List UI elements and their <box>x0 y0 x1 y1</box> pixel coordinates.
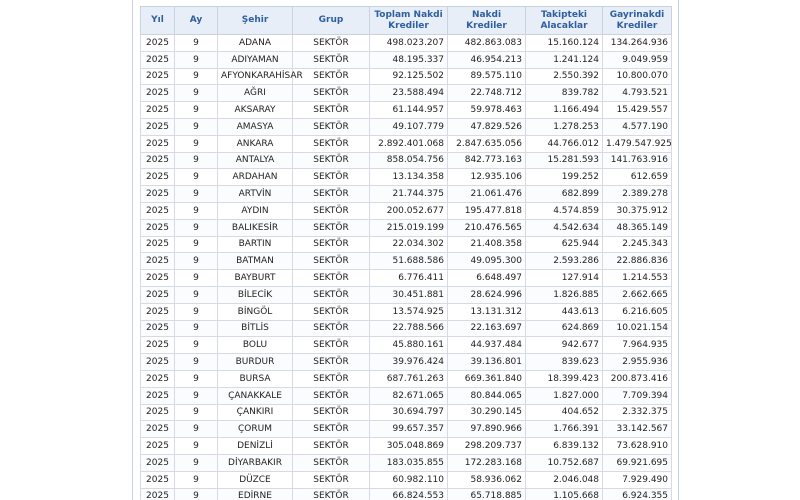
cell-nakdi: 482.863.083 <box>448 35 526 52</box>
cell-gayrinakdi: 612.659 <box>603 169 672 186</box>
cell-nakdi: 47.829.526 <box>448 118 526 135</box>
cell-ay: 9 <box>175 488 218 500</box>
cell-sehir: AMASYA <box>218 118 293 135</box>
cell-toplam-nakdi: 22.788.566 <box>370 320 448 337</box>
cell-sehir: ADANA <box>218 35 293 52</box>
cell-ay: 9 <box>175 337 218 354</box>
cell-gayrinakdi: 1.214.553 <box>603 270 672 287</box>
cell-gayrinakdi: 30.375.912 <box>603 202 672 219</box>
cell-gayrinakdi: 15.429.557 <box>603 102 672 119</box>
cell-takipteki: 624.869 <box>526 320 603 337</box>
cell-gayrinakdi: 2.955.936 <box>603 354 672 371</box>
cell-yil: 2025 <box>141 421 175 438</box>
cell-nakdi: 97.890.966 <box>448 421 526 438</box>
header-ay[interactable]: Ay <box>175 7 218 35</box>
table-row <box>141 102 672 119</box>
cell-toplam-nakdi: 51.688.586 <box>370 253 448 270</box>
header-gayrinakdi-krediler[interactable]: Gayrinakdi Krediler <box>603 7 672 35</box>
cell-sehir: ÇORUM <box>218 421 293 438</box>
cell-yil: 2025 <box>141 320 175 337</box>
table-row <box>141 118 672 135</box>
table-body <box>141 35 672 500</box>
cell-gayrinakdi: 6.924.355 <box>603 488 672 500</box>
cell-yil: 2025 <box>141 370 175 387</box>
cell-nakdi: 210.476.565 <box>448 219 526 236</box>
cell-takipteki: 6.839.132 <box>526 438 603 455</box>
cell-sehir: EDİRNE <box>218 488 293 500</box>
table-row <box>141 35 672 52</box>
cell-sehir: BATMAN <box>218 253 293 270</box>
table-row <box>141 471 672 488</box>
cell-sehir: BALIKESİR <box>218 219 293 236</box>
table-row <box>141 219 672 236</box>
cell-yil: 2025 <box>141 118 175 135</box>
cell-sehir: ADIYAMAN <box>218 51 293 68</box>
cell-sehir: DÜZCE <box>218 471 293 488</box>
cell-toplam-nakdi: 22.034.302 <box>370 236 448 253</box>
cell-sehir: BAYBURT <box>218 270 293 287</box>
cell-ay: 9 <box>175 51 218 68</box>
cell-grup: SEKTÖR <box>293 219 370 236</box>
cell-grup: SEKTÖR <box>293 404 370 421</box>
cell-nakdi: 59.978.463 <box>448 102 526 119</box>
table-row <box>141 454 672 471</box>
cell-yil: 2025 <box>141 236 175 253</box>
cell-yil: 2025 <box>141 270 175 287</box>
cell-nakdi: 89.575.110 <box>448 68 526 85</box>
cell-yil: 2025 <box>141 303 175 320</box>
cell-nakdi: 44.937.484 <box>448 337 526 354</box>
cell-takipteki: 443.613 <box>526 303 603 320</box>
cell-gayrinakdi: 1.479.547.925 <box>603 135 672 152</box>
cell-toplam-nakdi: 200.052.677 <box>370 202 448 219</box>
cell-yil: 2025 <box>141 387 175 404</box>
cell-ay: 9 <box>175 370 218 387</box>
cell-grup: SEKTÖR <box>293 236 370 253</box>
cell-ay: 9 <box>175 236 218 253</box>
cell-toplam-nakdi: 39.976.424 <box>370 354 448 371</box>
cell-gayrinakdi: 4.577.190 <box>603 118 672 135</box>
credit-table <box>140 6 672 500</box>
cell-gayrinakdi: 2.332.375 <box>603 404 672 421</box>
cell-yil: 2025 <box>141 471 175 488</box>
cell-toplam-nakdi: 305.048.869 <box>370 438 448 455</box>
cell-ay: 9 <box>175 454 218 471</box>
cell-sehir: AKSARAY <box>218 102 293 119</box>
cell-takipteki: 44.766.012 <box>526 135 603 152</box>
cell-grup: SEKTÖR <box>293 253 370 270</box>
table-row <box>141 85 672 102</box>
cell-sehir: BİLECİK <box>218 286 293 303</box>
cell-yil: 2025 <box>141 286 175 303</box>
cell-yil: 2025 <box>141 135 175 152</box>
cell-grup: SEKTÖR <box>293 320 370 337</box>
table-row <box>141 438 672 455</box>
cell-ay: 9 <box>175 471 218 488</box>
cell-takipteki: 839.782 <box>526 85 603 102</box>
cell-sehir: BİTLİS <box>218 320 293 337</box>
cell-grup: SEKTÖR <box>293 68 370 85</box>
cell-yil: 2025 <box>141 169 175 186</box>
cell-nakdi: 842.773.163 <box>448 152 526 169</box>
table-row <box>141 286 672 303</box>
cell-sehir: BOLU <box>218 337 293 354</box>
cell-gayrinakdi: 7.929.490 <box>603 471 672 488</box>
cell-yil: 2025 <box>141 186 175 203</box>
cell-toplam-nakdi: 30.451.881 <box>370 286 448 303</box>
cell-grup: SEKTÖR <box>293 270 370 287</box>
cell-takipteki: 1.241.124 <box>526 51 603 68</box>
cell-sehir: AYDIN <box>218 202 293 219</box>
table-row <box>141 337 672 354</box>
cell-grup: SEKTÖR <box>293 438 370 455</box>
table-row <box>141 169 672 186</box>
cell-toplam-nakdi: 23.588.494 <box>370 85 448 102</box>
cell-yil: 2025 <box>141 102 175 119</box>
cell-yil: 2025 <box>141 404 175 421</box>
cell-nakdi: 21.408.358 <box>448 236 526 253</box>
cell-grup: SEKTÖR <box>293 454 370 471</box>
cell-nakdi: 39.136.801 <box>448 354 526 371</box>
table-row <box>141 370 672 387</box>
cell-grup: SEKTÖR <box>293 169 370 186</box>
report-panel <box>132 0 679 500</box>
cell-grup: SEKTÖR <box>293 354 370 371</box>
cell-yil: 2025 <box>141 152 175 169</box>
cell-takipteki: 18.399.423 <box>526 370 603 387</box>
cell-yil: 2025 <box>141 488 175 500</box>
cell-takipteki: 625.944 <box>526 236 603 253</box>
cell-grup: SEKTÖR <box>293 488 370 500</box>
cell-ay: 9 <box>175 219 218 236</box>
cell-toplam-nakdi: 48.195.337 <box>370 51 448 68</box>
cell-sehir: ANKARA <box>218 135 293 152</box>
cell-nakdi: 22.163.697 <box>448 320 526 337</box>
table-row <box>141 68 672 85</box>
cell-takipteki: 404.652 <box>526 404 603 421</box>
cell-sehir: ÇANKIRI <box>218 404 293 421</box>
cell-yil: 2025 <box>141 354 175 371</box>
table-row <box>141 421 672 438</box>
cell-takipteki: 4.574.859 <box>526 202 603 219</box>
cell-nakdi: 2.847.635.056 <box>448 135 526 152</box>
cell-toplam-nakdi: 2.892.401.068 <box>370 135 448 152</box>
cell-yil: 2025 <box>141 202 175 219</box>
cell-toplam-nakdi: 687.761.263 <box>370 370 448 387</box>
table-row <box>141 202 672 219</box>
cell-toplam-nakdi: 82.671.065 <box>370 387 448 404</box>
cell-gayrinakdi: 134.264.936 <box>603 35 672 52</box>
cell-gayrinakdi: 9.049.959 <box>603 51 672 68</box>
cell-yil: 2025 <box>141 454 175 471</box>
table-row <box>141 152 672 169</box>
cell-takipteki: 15.281.593 <box>526 152 603 169</box>
cell-ay: 9 <box>175 438 218 455</box>
header-sehir[interactable]: Şehir <box>218 7 293 35</box>
cell-sehir: DİYARBAKIR <box>218 454 293 471</box>
cell-sehir: BARTIN <box>218 236 293 253</box>
cell-nakdi: 49.095.300 <box>448 253 526 270</box>
cell-toplam-nakdi: 99.657.357 <box>370 421 448 438</box>
cell-sehir: AFYONKARAHİSAR <box>218 68 293 85</box>
cell-gayrinakdi: 22.886.836 <box>603 253 672 270</box>
cell-nakdi: 13.131.312 <box>448 303 526 320</box>
cell-yil: 2025 <box>141 51 175 68</box>
cell-grup: SEKTÖR <box>293 186 370 203</box>
cell-sehir: AĞRI <box>218 85 293 102</box>
cell-sehir: ÇANAKKALE <box>218 387 293 404</box>
cell-ay: 9 <box>175 202 218 219</box>
cell-nakdi: 12.935.106 <box>448 169 526 186</box>
table-row <box>141 303 672 320</box>
cell-grup: SEKTÖR <box>293 303 370 320</box>
cell-nakdi: 46.954.213 <box>448 51 526 68</box>
cell-grup: SEKTÖR <box>293 421 370 438</box>
cell-takipteki: 199.252 <box>526 169 603 186</box>
cell-ay: 9 <box>175 303 218 320</box>
cell-toplam-nakdi: 13.134.358 <box>370 169 448 186</box>
cell-grup: SEKTÖR <box>293 152 370 169</box>
cell-nakdi: 58.936.062 <box>448 471 526 488</box>
cell-toplam-nakdi: 498.023.207 <box>370 35 448 52</box>
cell-gayrinakdi: 73.628.910 <box>603 438 672 455</box>
cell-sehir: DENİZLİ <box>218 438 293 455</box>
cell-nakdi: 65.718.885 <box>448 488 526 500</box>
cell-takipteki: 839.623 <box>526 354 603 371</box>
header-yil[interactable]: Yıl <box>141 7 175 35</box>
cell-ay: 9 <box>175 118 218 135</box>
cell-grup: SEKTÖR <box>293 118 370 135</box>
cell-grup: SEKTÖR <box>293 135 370 152</box>
table-row <box>141 320 672 337</box>
cell-nakdi: 30.290.145 <box>448 404 526 421</box>
cell-toplam-nakdi: 60.982.110 <box>370 471 448 488</box>
table-row <box>141 51 672 68</box>
cell-gayrinakdi: 2.662.665 <box>603 286 672 303</box>
table-row <box>141 270 672 287</box>
cell-gayrinakdi: 69.921.695 <box>603 454 672 471</box>
cell-gayrinakdi: 10.021.154 <box>603 320 672 337</box>
cell-takipteki: 127.914 <box>526 270 603 287</box>
cell-ay: 9 <box>175 169 218 186</box>
cell-toplam-nakdi: 92.125.502 <box>370 68 448 85</box>
table-row <box>141 354 672 371</box>
cell-yil: 2025 <box>141 438 175 455</box>
cell-grup: SEKTÖR <box>293 286 370 303</box>
cell-gayrinakdi: 7.709.394 <box>603 387 672 404</box>
cell-takipteki: 2.046.048 <box>526 471 603 488</box>
cell-takipteki: 682.899 <box>526 186 603 203</box>
cell-ay: 9 <box>175 102 218 119</box>
cell-nakdi: 22.748.712 <box>448 85 526 102</box>
cell-nakdi: 6.648.497 <box>448 270 526 287</box>
header-nakdi-krediler[interactable]: Nakdi Krediler <box>448 7 526 35</box>
cell-ay: 9 <box>175 354 218 371</box>
cell-toplam-nakdi: 66.824.553 <box>370 488 448 500</box>
cell-gayrinakdi: 141.763.916 <box>603 152 672 169</box>
cell-ay: 9 <box>175 68 218 85</box>
cell-sehir: ANTALYA <box>218 152 293 169</box>
cell-nakdi: 298.209.737 <box>448 438 526 455</box>
cell-nakdi: 80.844.065 <box>448 387 526 404</box>
cell-ay: 9 <box>175 135 218 152</box>
cell-yil: 2025 <box>141 35 175 52</box>
cell-grup: SEKTÖR <box>293 370 370 387</box>
cell-yil: 2025 <box>141 219 175 236</box>
cell-grup: SEKTÖR <box>293 202 370 219</box>
cell-gayrinakdi: 10.800.070 <box>603 68 672 85</box>
cell-grup: SEKTÖR <box>293 85 370 102</box>
cell-yil: 2025 <box>141 85 175 102</box>
cell-takipteki: 1.105.668 <box>526 488 603 500</box>
cell-takipteki: 1.826.885 <box>526 286 603 303</box>
cell-takipteki: 2.550.392 <box>526 68 603 85</box>
cell-ay: 9 <box>175 387 218 404</box>
cell-nakdi: 21.061.476 <box>448 186 526 203</box>
cell-takipteki: 1.166.494 <box>526 102 603 119</box>
table-row <box>141 186 672 203</box>
cell-grup: SEKTÖR <box>293 35 370 52</box>
cell-grup: SEKTÖR <box>293 337 370 354</box>
cell-ay: 9 <box>175 35 218 52</box>
cell-takipteki: 1.278.253 <box>526 118 603 135</box>
cell-grup: SEKTÖR <box>293 471 370 488</box>
cell-takipteki: 15.160.124 <box>526 35 603 52</box>
cell-ay: 9 <box>175 186 218 203</box>
cell-toplam-nakdi: 21.744.375 <box>370 186 448 203</box>
table-row <box>141 236 672 253</box>
cell-nakdi: 669.361.840 <box>448 370 526 387</box>
cell-gayrinakdi: 2.389.278 <box>603 186 672 203</box>
cell-grup: SEKTÖR <box>293 387 370 404</box>
cell-ay: 9 <box>175 152 218 169</box>
cell-ay: 9 <box>175 253 218 270</box>
cell-gayrinakdi: 48.365.149 <box>603 219 672 236</box>
cell-gayrinakdi: 6.216.605 <box>603 303 672 320</box>
cell-toplam-nakdi: 13.574.925 <box>370 303 448 320</box>
cell-sehir: BURDUR <box>218 354 293 371</box>
cell-sehir: ARDAHAN <box>218 169 293 186</box>
cell-nakdi: 28.624.996 <box>448 286 526 303</box>
cell-takipteki: 2.593.286 <box>526 253 603 270</box>
cell-toplam-nakdi: 49.107.779 <box>370 118 448 135</box>
cell-ay: 9 <box>175 85 218 102</box>
cell-toplam-nakdi: 30.694.797 <box>370 404 448 421</box>
cell-ay: 9 <box>175 286 218 303</box>
cell-ay: 9 <box>175 404 218 421</box>
cell-toplam-nakdi: 215.019.199 <box>370 219 448 236</box>
cell-gayrinakdi: 200.873.416 <box>603 370 672 387</box>
cell-sehir: BURSA <box>218 370 293 387</box>
cell-ay: 9 <box>175 320 218 337</box>
cell-takipteki: 1.766.391 <box>526 421 603 438</box>
cell-takipteki: 1.827.000 <box>526 387 603 404</box>
cell-toplam-nakdi: 61.144.957 <box>370 102 448 119</box>
header-grup[interactable]: Grup <box>293 7 370 35</box>
cell-gayrinakdi: 2.245.343 <box>603 236 672 253</box>
cell-takipteki: 942.677 <box>526 337 603 354</box>
cell-takipteki: 10.752.687 <box>526 454 603 471</box>
cell-nakdi: 195.477.818 <box>448 202 526 219</box>
cell-grup: SEKTÖR <box>293 102 370 119</box>
header-takipteki-alacaklar[interactable]: Takipteki Alacaklar <box>526 7 603 35</box>
table-row <box>141 135 672 152</box>
cell-toplam-nakdi: 6.776.411 <box>370 270 448 287</box>
header-toplam-nakdi-krediler[interactable]: Toplam Nakdi Krediler <box>370 7 448 35</box>
cell-yil: 2025 <box>141 68 175 85</box>
cell-yil: 2025 <box>141 253 175 270</box>
cell-sehir: BİNGÖL <box>218 303 293 320</box>
table-header <box>141 7 672 35</box>
cell-yil: 2025 <box>141 337 175 354</box>
cell-toplam-nakdi: 45.880.161 <box>370 337 448 354</box>
cell-grup: SEKTÖR <box>293 51 370 68</box>
cell-nakdi: 172.283.168 <box>448 454 526 471</box>
table-row <box>141 253 672 270</box>
cell-takipteki: 4.542.634 <box>526 219 603 236</box>
cell-gayrinakdi: 7.964.935 <box>603 337 672 354</box>
cell-toplam-nakdi: 858.054.756 <box>370 152 448 169</box>
cell-gayrinakdi: 4.793.521 <box>603 85 672 102</box>
cell-ay: 9 <box>175 421 218 438</box>
table-row <box>141 387 672 404</box>
cell-gayrinakdi: 33.142.567 <box>603 421 672 438</box>
cell-toplam-nakdi: 183.035.855 <box>370 454 448 471</box>
table-row <box>141 488 672 500</box>
cell-ay: 9 <box>175 270 218 287</box>
cell-sehir: ARTVİN <box>218 186 293 203</box>
table-row <box>141 404 672 421</box>
